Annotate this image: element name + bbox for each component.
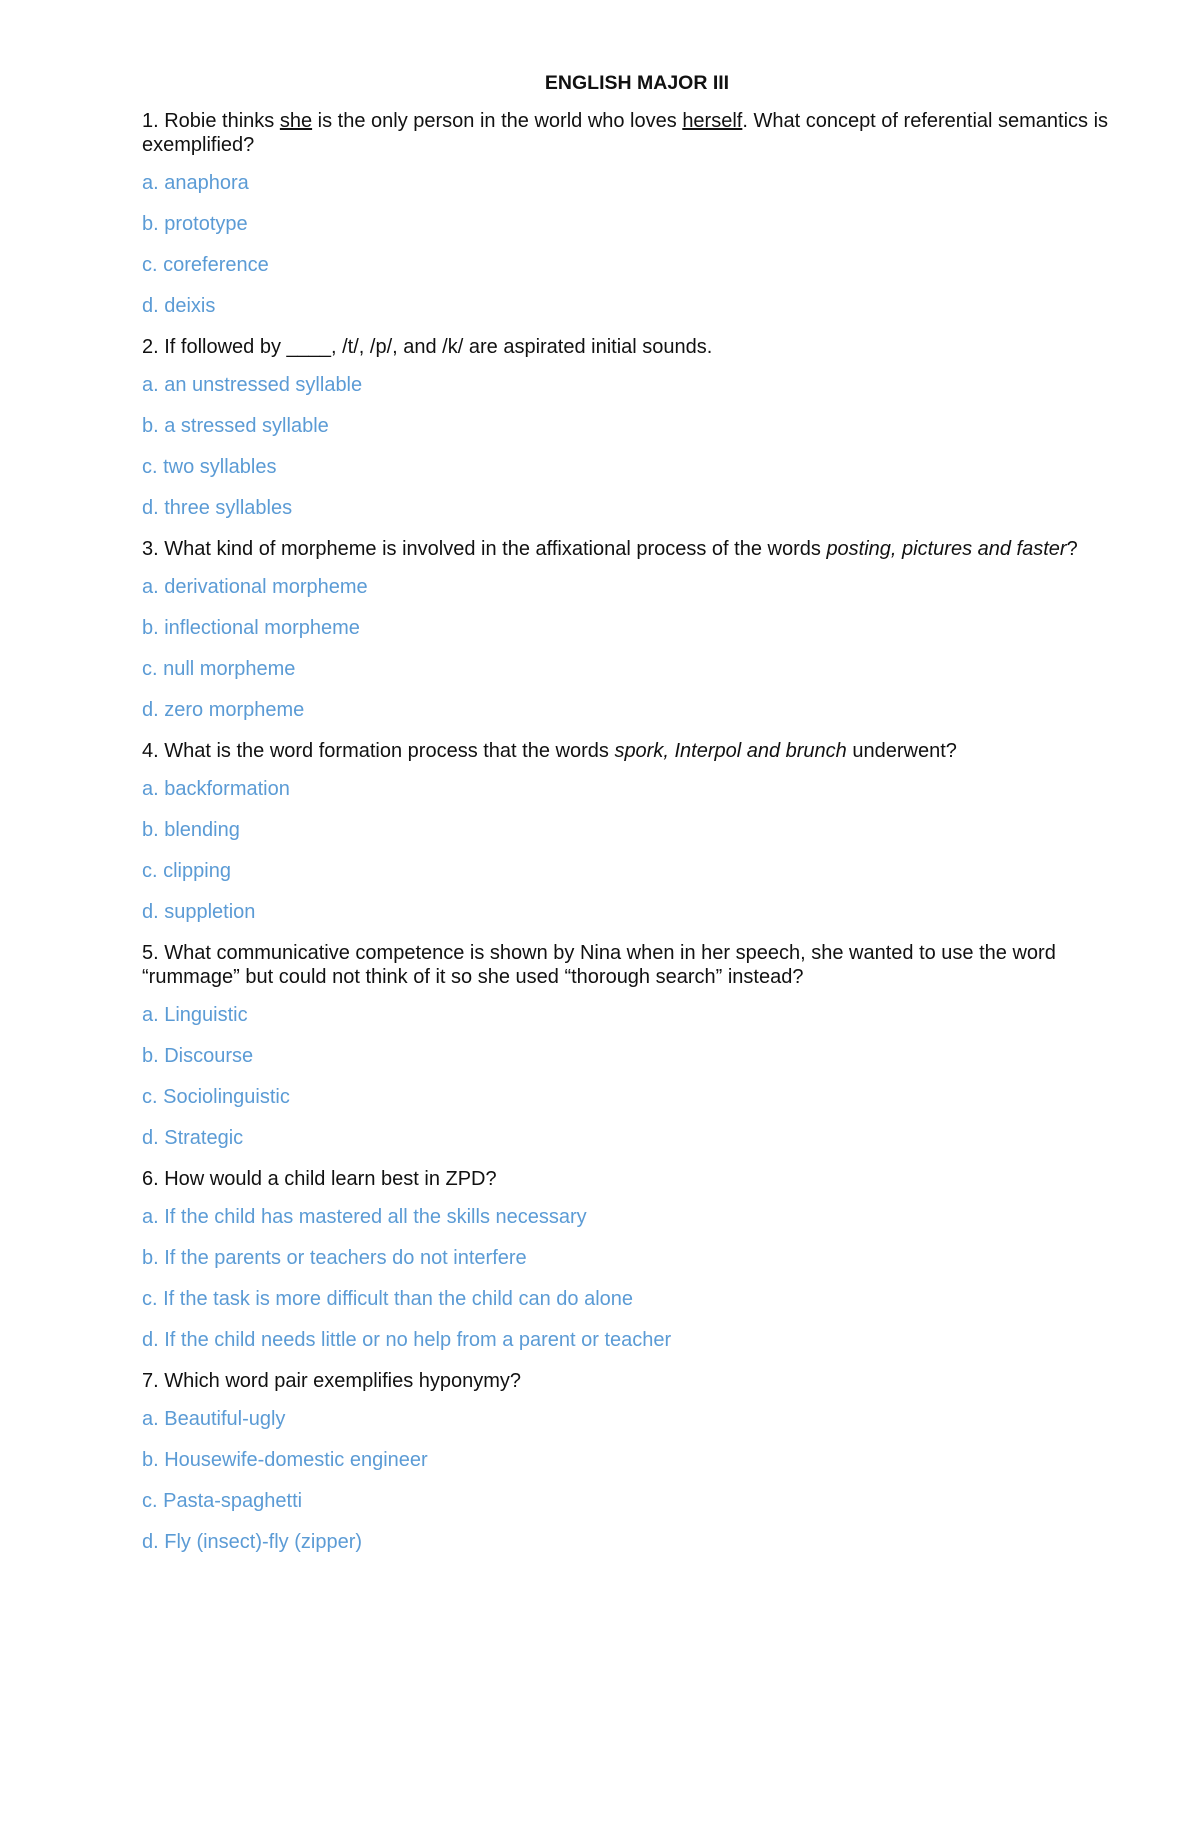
- question-segment: underwent?: [846, 740, 957, 762]
- document-content: [142, 71, 1132, 1571]
- answer-option: c. If the task is more difficult than the child can do alone: [142, 1288, 634, 1310]
- question-text: [142, 739, 1132, 763]
- option-list: [142, 1003, 1132, 1150]
- answer-option: b. If the parents or teachers do not interfere: [142, 1247, 527, 1269]
- question-segment: is the only person in the world who loves: [312, 110, 683, 132]
- question-segment: . What concept of referential semantics is exemplified?: [142, 110, 1109, 156]
- question-block: [142, 335, 1132, 520]
- option-list: [142, 777, 1132, 924]
- question-segment: 3. What kind of morpheme is involved in the affixational process of the words: [142, 538, 827, 560]
- option-list: [142, 373, 1132, 520]
- answer-option: a. Linguistic: [142, 1004, 248, 1026]
- question-block: [142, 537, 1132, 722]
- answer-option: b. inflectional morpheme: [142, 617, 360, 639]
- question-segment: posting, pictures and faster: [826, 538, 1067, 560]
- question-segment: 7. Which word pair exemplifies hyponymy?: [142, 1370, 522, 1392]
- answer-option: d. zero morpheme: [142, 699, 305, 721]
- answer-option: a. Beautiful-ugly: [142, 1408, 286, 1430]
- question-segment: herself: [682, 110, 743, 132]
- option-list: [142, 575, 1132, 722]
- option-list: [142, 1407, 1132, 1554]
- answer-option: c. clipping: [142, 860, 231, 882]
- question-text: [142, 1167, 1132, 1191]
- question-segment: ?: [1066, 538, 1078, 560]
- answer-option: a. backformation: [142, 778, 290, 800]
- question-segment: 2. If followed by ____, /t/, /p/, and /k/ are aspirated initial sounds.: [142, 336, 713, 358]
- question-segment: 6. How would a child learn best in ZPD?: [142, 1168, 497, 1190]
- answer-option: b. prototype: [142, 213, 248, 235]
- question-list: [142, 109, 1132, 1554]
- question-text: [142, 1369, 1132, 1393]
- answer-option: d. If the child needs little or no help from a parent or teacher: [142, 1329, 672, 1351]
- question-block: [142, 1167, 1132, 1352]
- answer-option: c. null morpheme: [142, 658, 296, 680]
- question-text: [142, 941, 1132, 989]
- question-block: [142, 941, 1132, 1150]
- answer-option: d. Strategic: [142, 1127, 244, 1149]
- answer-option: a. If the child has mastered all the skills necessary: [142, 1206, 587, 1228]
- option-list: [142, 1205, 1132, 1352]
- answer-option: a. an unstressed syllable: [142, 374, 363, 396]
- answer-option: c. two syllables: [142, 456, 277, 478]
- question-segment: spork, Interpol and brunch: [614, 740, 847, 762]
- question-segment: she: [279, 110, 313, 132]
- answer-option: c. Sociolinguistic: [142, 1086, 290, 1108]
- answer-option: b. a stressed syllable: [142, 415, 329, 437]
- question-text: [142, 537, 1132, 561]
- question-block: [142, 109, 1132, 318]
- answer-option: b. Housewife-domestic engineer: [142, 1449, 428, 1471]
- question-block: [142, 1369, 1132, 1554]
- answer-option: d. deixis: [142, 295, 216, 317]
- answer-option: c. Pasta-spaghetti: [142, 1490, 303, 1512]
- answer-option: a. derivational morpheme: [142, 576, 368, 598]
- question-segment: 4. What is the word formation process that the words: [142, 740, 615, 762]
- answer-option: b. blending: [142, 819, 240, 841]
- answer-option: d. Fly (insect)-fly (zipper): [142, 1531, 363, 1553]
- question-segment: 1. Robie thinks: [142, 110, 280, 132]
- option-list: [142, 171, 1132, 318]
- document-title: ENGLISH MAJOR III: [544, 72, 730, 94]
- question-segment: 5. What communicative competence is shown by Nina when in her speech, she wanted to use the word “rummage” but could not think of it so she used “thorough search” instead?: [142, 942, 1056, 988]
- question-text: [142, 335, 1132, 359]
- question-block: [142, 739, 1132, 924]
- answer-option: a. anaphora: [142, 172, 249, 194]
- answer-option: c. coreference: [142, 254, 269, 276]
- answer-option: b. Discourse: [142, 1045, 254, 1067]
- answer-option: d. three syllables: [142, 497, 293, 519]
- question-text: [142, 109, 1132, 157]
- answer-option: d. suppletion: [142, 901, 256, 923]
